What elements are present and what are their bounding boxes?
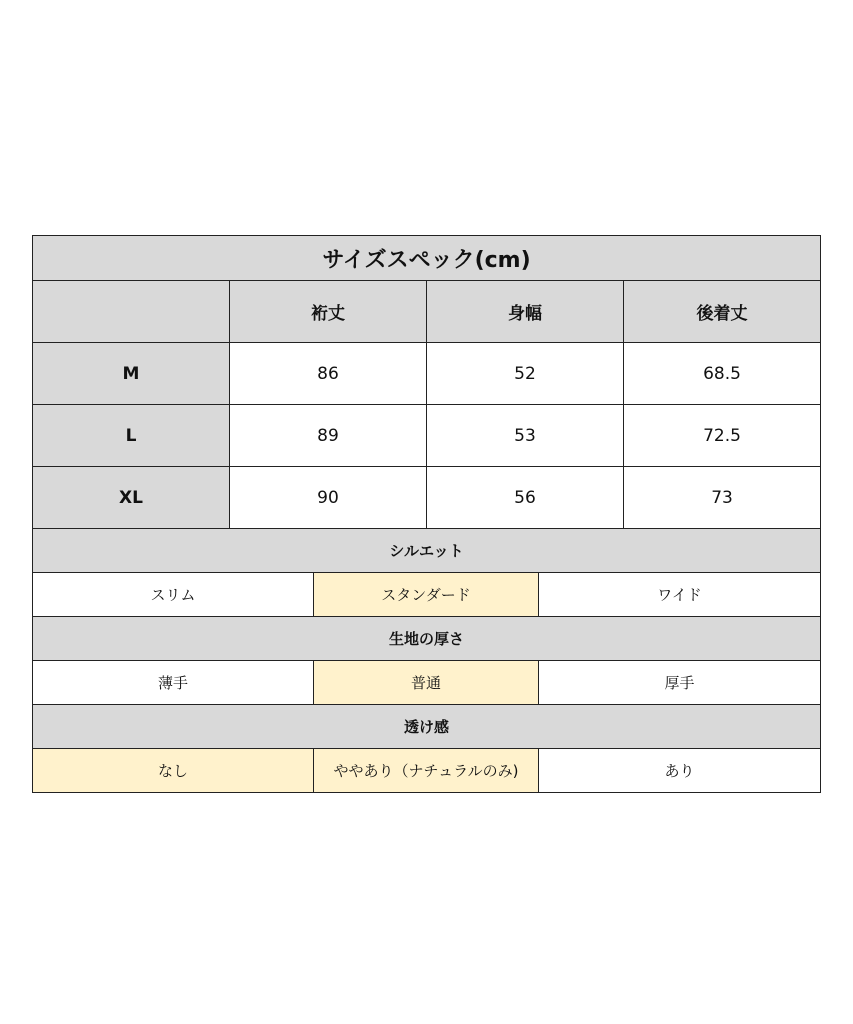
cell-back-length: 73 bbox=[624, 467, 821, 529]
option-row-silhouette bbox=[33, 573, 821, 617]
table-row bbox=[33, 467, 821, 529]
attribute-table bbox=[32, 528, 821, 793]
section-silhouette: シルエット bbox=[33, 529, 821, 573]
option-thick: 厚手 bbox=[539, 661, 821, 705]
size-spec-sheet bbox=[32, 235, 820, 793]
sheet-title: サイズスペック(cm) bbox=[33, 236, 821, 281]
header-corner bbox=[33, 281, 230, 343]
row-size-label: XL bbox=[33, 467, 230, 529]
size-table bbox=[32, 235, 821, 529]
option-thin: 薄手 bbox=[33, 661, 314, 705]
cell-sleeve-length: 90 bbox=[230, 467, 427, 529]
cell-body-width: 52 bbox=[427, 343, 624, 405]
option-slightly-selected: ややあり（ナチュラルのみ) bbox=[314, 749, 539, 793]
section-fabric-thickness: 生地の厚さ bbox=[33, 617, 821, 661]
option-row-sheerness bbox=[33, 749, 821, 793]
option-row-thickness bbox=[33, 661, 821, 705]
option-slim: スリム bbox=[33, 573, 314, 617]
option-normal-selected: 普通 bbox=[314, 661, 539, 705]
header-sleeve-length: 裄丈 bbox=[230, 281, 427, 343]
option-wide: ワイド bbox=[539, 573, 821, 617]
cell-body-width: 53 bbox=[427, 405, 624, 467]
option-none-selected: なし bbox=[33, 749, 314, 793]
cell-sleeve-length: 86 bbox=[230, 343, 427, 405]
option-yes: あり bbox=[539, 749, 821, 793]
cell-back-length: 72.5 bbox=[624, 405, 821, 467]
table-row bbox=[33, 343, 821, 405]
table-row bbox=[33, 405, 821, 467]
row-size-label: M bbox=[33, 343, 230, 405]
section-sheerness: 透け感 bbox=[33, 705, 821, 749]
header-body-width: 身幅 bbox=[427, 281, 624, 343]
row-size-label: L bbox=[33, 405, 230, 467]
header-back-length: 後着丈 bbox=[624, 281, 821, 343]
cell-sleeve-length: 89 bbox=[230, 405, 427, 467]
cell-back-length: 68.5 bbox=[624, 343, 821, 405]
option-standard-selected: スタンダード bbox=[314, 573, 539, 617]
cell-body-width: 56 bbox=[427, 467, 624, 529]
